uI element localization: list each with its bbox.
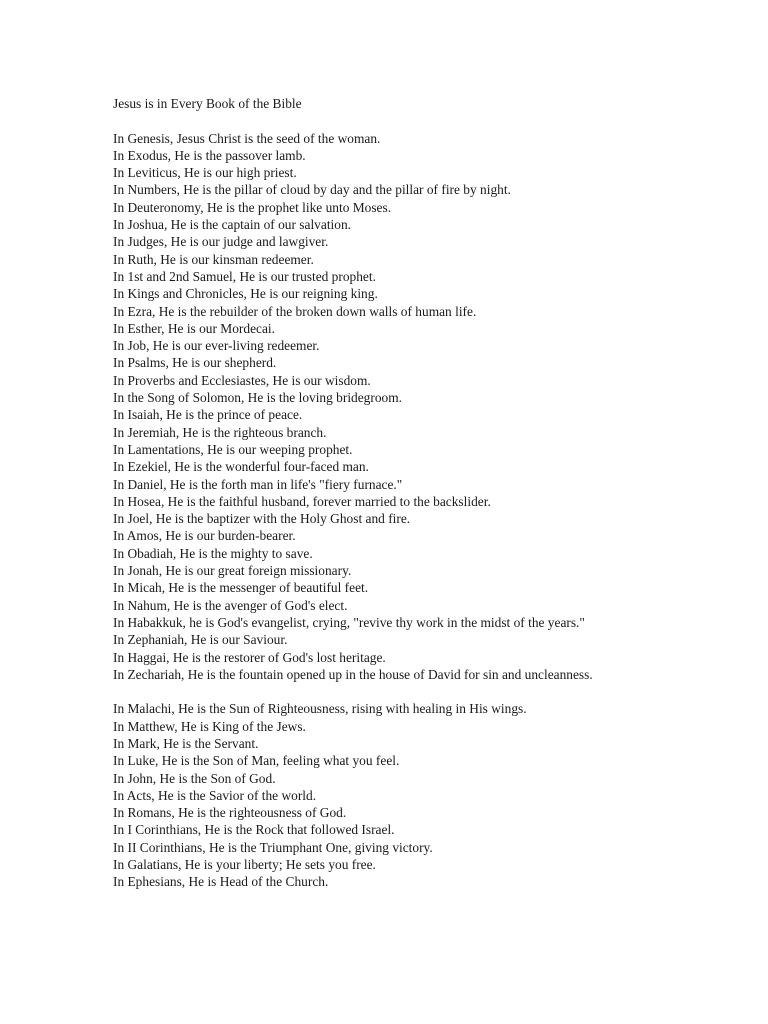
list-line: In II Corinthians, He is the Triumphant One, giving victory. [113, 839, 433, 855]
list-line: In Amos, He is our burden-bearer. [113, 528, 296, 544]
list-line: In Ezekiel, He is the wonderful four-faced man. [113, 459, 369, 475]
document-title: Jesus is in Every Book of the Bible [113, 96, 302, 111]
list-line: In 1st and 2nd Samuel, He is our trusted prophet. [113, 268, 376, 284]
list-line: In Numbers, He is the pillar of cloud by day and the pillar of fire by night. [113, 182, 511, 198]
old-testament-list [113, 130, 733, 684]
list-line: In John, He is the Son of God. [113, 770, 276, 786]
list-line: In Daniel, He is the forth man in life's "fiery furnace." [113, 476, 403, 492]
list-line: In Nahum, He is the avenger of God's elect. [113, 597, 348, 613]
list-line: In Joel, He is the baptizer with the Holy Ghost and fire. [113, 511, 411, 527]
list-line: In I Corinthians, He is the Rock that followed Israel. [113, 822, 395, 838]
list-line: In Judges, He is our judge and lawgiver. [113, 234, 329, 250]
list-line: In Kings and Chronicles, He is our reigning king. [113, 286, 378, 302]
list-line: In Job, He is our ever-living redeemer. [113, 338, 320, 354]
list-line: In Haggai, He is the restorer of God's lost heritage. [113, 649, 386, 665]
list-line: In Hosea, He is the faithful husband, forever married to the backslider. [113, 493, 491, 509]
list-line: In Leviticus, He is our high priest. [113, 165, 297, 181]
list-line: In Zephaniah, He is our Saviour. [113, 632, 288, 648]
list-line: In Romans, He is the righteousness of God. [113, 805, 347, 821]
list-line: In Luke, He is the Son of Man, feeling what you feel. [113, 753, 400, 769]
list-line: In Deuteronomy, He is the prophet like unto Moses. [113, 199, 392, 215]
list-line: In Ephesians, He is Head of the Church. [113, 874, 329, 890]
list-line: In Psalms, He is our shepherd. [113, 355, 277, 371]
list-line: In Acts, He is the Savior of the world. [113, 787, 317, 803]
document-body [113, 95, 733, 891]
list-line: In Malachi, He is the Sun of Righteousness, rising with healing in His wings. [113, 701, 527, 717]
list-line: In the Song of Solomon, He is the loving bridegroom. [113, 390, 402, 406]
list-line: In Lamentations, He is our weeping prophet. [113, 441, 353, 457]
list-line: In Genesis, Jesus Christ is the seed of the woman. [113, 130, 381, 146]
list-line: In Matthew, He is King of the Jews. [113, 718, 306, 734]
list-line: In Habakkuk, he is God's evangelist, crying, "revive thy work in the midst of the years." [113, 614, 585, 630]
list-line: In Joshua, He is the captain of our salvation. [113, 217, 351, 233]
list-line: In Jonah, He is our great foreign missionary. [113, 563, 352, 579]
new-testament-list [113, 700, 733, 890]
list-line: In Esther, He is our Mordecai. [113, 320, 275, 336]
list-line: In Jeremiah, He is the righteous branch. [113, 424, 327, 440]
list-line: In Ruth, He is our kinsman redeemer. [113, 251, 314, 267]
list-line: In Exodus, He is the passover lamb. [113, 147, 306, 163]
list-line: In Ezra, He is the rebuilder of the broken down walls of human life. [113, 303, 477, 319]
list-line: In Mark, He is the Servant. [113, 735, 259, 751]
list-line: In Galatians, He is your liberty; He sets you free. [113, 857, 376, 873]
section-spacer [113, 683, 733, 700]
list-line: In Obadiah, He is the mighty to save. [113, 545, 313, 561]
list-line: In Isaiah, He is the prince of peace. [113, 407, 303, 423]
list-line: In Proverbs and Ecclesiastes, He is our wisdom. [113, 372, 371, 388]
list-line: In Zechariah, He is the fountain opened up in the house of David for sin and uncleanness. [113, 666, 593, 682]
list-line: In Micah, He is the messenger of beautiful feet. [113, 580, 369, 596]
